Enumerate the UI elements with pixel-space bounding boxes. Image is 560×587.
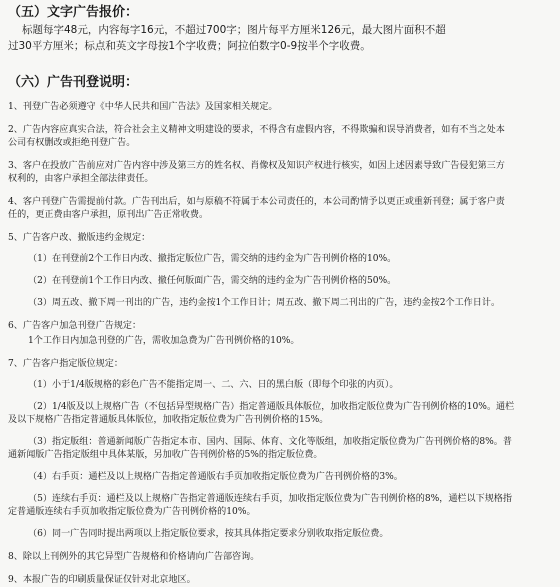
rule-item-7-sub-6-text: （6）同一广告同时提出两项以上指定版位要求，按其具体指定要求分别收取指定版位费。	[28, 529, 389, 539]
rule-item-8	[8, 551, 550, 564]
rule-item-9	[8, 574, 550, 587]
rule-item-6-heading	[8, 320, 550, 333]
rule-item-4	[8, 196, 550, 222]
rule-item-2	[8, 124, 550, 150]
rule-item-6-heading-text: 6、广告客户加急刊登广告规定：	[8, 321, 142, 331]
rule-item-7-sub-6	[8, 528, 550, 541]
rule-item-7-sub-3-line-2: 通新闻版广告指定版组中具体某版，另加收广告刊例价格的5%的指定版位费。	[8, 450, 323, 460]
rule-item-7-sub-4-text: （4）右手页：通栏及以上规格广告指定普通版右手页加收指定版位费为广告刊例价格的3%。	[28, 472, 403, 482]
rule-item-7-sub-2-line-2: 及以下规格广告指定普通版具体版位，加收指定版位费为广告刊例价格的15%。	[8, 415, 329, 425]
rule-item-7-sub-5-line-2: 定普通版连续右手页加收指定版位费为广告刊例价格的10%。	[8, 507, 256, 517]
rule-item-5-heading-text: 5、广告客户改、撤版违约金规定：	[8, 233, 151, 243]
rule-item-2-line-1: 2、广告内容应真实合法，符合社会主义精神文明建设的要求，不得含有虚假内容，不得欺骗和误导消费者，如有不当之处本	[8, 125, 505, 135]
rule-item-7-sub-1-text: （1）小于1/4版规格的彩色广告不能指定周一、二、六、日的黑白版（即每个印张的内页）。	[28, 380, 399, 390]
rule-item-1	[8, 101, 550, 114]
rule-item-5-sub-2	[8, 275, 550, 288]
rule-item-7-sub-2	[8, 401, 550, 427]
rule-item-7-heading-text: 7、广告客户指定版位规定：	[8, 359, 123, 369]
rule-item-6-sub	[8, 335, 550, 348]
text-ad-pricing-body	[8, 22, 550, 54]
rule-item-7-sub-4	[8, 471, 550, 484]
rule-item-5-sub-1	[8, 253, 550, 266]
section-title-text-ad-pricing: （五）文字广告报价：	[8, 5, 139, 20]
rule-item-4-line-2: 任的，更正费由客户承担，原刊出广告正常收费。	[8, 210, 209, 220]
rule-item-2-line-2: 公司有权删改或拒绝刊登广告。	[8, 138, 136, 148]
rule-item-5-sub-3	[8, 297, 550, 310]
section-text-ad-pricing	[8, 4, 550, 54]
rule-item-3-line-1: 3、客户在投放广告前应对广告内容中涉及第三方的姓名权、肖像权及知识产权进行核实，如因上述因素导致广告侵犯第三方	[8, 161, 505, 171]
rule-item-3	[8, 160, 550, 186]
section-title-publishing-notes: （六）广告刊登说明：	[8, 75, 139, 90]
rule-item-7-sub-2-line-1: （2）1/4版及以上规格广告（不包括异型规格广告）指定普通版具体版位，加收指定版位费为广告刊例价格的10%。通栏	[28, 402, 515, 412]
rule-item-4-line-1: 4、客户刊登广告需提前付款。广告刊出后，如与原稿不符属于本公司责任的，本公司酌情予以更正或重新刊登；属于客户责	[8, 197, 505, 207]
section-ad-publishing-notes	[8, 74, 550, 587]
rule-item-7-sub-5-line-1: （5）连续右手页：通栏及以上规格广告指定普通版连续右手页，加收指定版位费为广告刊例价格的8%，通栏以下规格指	[28, 494, 512, 504]
rule-item-5-sub-1-text: （1）在刊登前2个工作日内改、撤指定版位广告，需交纳的违约金为广告刊例价格的10%。	[28, 254, 397, 264]
rule-item-5-sub-2-text: （2）在刊登前1个工作日内改、撤任何版面广告，需交纳的违约金为广告刊例价格的50%。	[28, 276, 397, 286]
rule-item-3-line-2: 权利的，由客户承担全部法律责任。	[8, 174, 154, 184]
rule-item-7-heading	[8, 358, 550, 371]
rule-item-7-sub-1	[8, 379, 550, 392]
rule-item-5-sub-3-text: （3）周五改、撤下周一刊出的广告，违约金按1个工作日计；周五改、撤下周二刊出的广告，违约金按2个工作日计。	[28, 298, 501, 308]
rule-item-8-text: 8、除以上刊例外的其它异型广告规格和价格请向广告部咨询。	[8, 552, 260, 562]
pricing-line-1: 标题每字48元，内容每字16元，不超过700字；图片每平方厘米126元，最大图片面积不超	[22, 24, 446, 36]
rule-item-7-sub-3	[8, 436, 550, 462]
rule-item-6-sub-text: 1个工作日内加急刊登的广告，需收加急费为广告刊例价格的10%。	[28, 336, 300, 346]
rule-item-9-text: 9、本报广告的印刷质量保证仅针对北京地区。	[8, 575, 196, 585]
rule-item-5-heading	[8, 232, 550, 245]
rule-item-1-text: 1、刊登广告必须遵守《中华人民共和国广告法》及国家相关规定。	[8, 102, 278, 112]
pricing-line-2: 过30平方厘米；标点和英文字母按1个字收费；阿拉伯数字0-9按半个字收费。	[8, 40, 371, 52]
rule-item-7-sub-5	[8, 493, 550, 519]
rule-item-7-sub-3-line-1: （3）指定版组：普通新闻版广告指定本市、国内、国际、体育、文化等版组，加收指定版位费为广告刊例价格的8%。普	[28, 437, 512, 447]
